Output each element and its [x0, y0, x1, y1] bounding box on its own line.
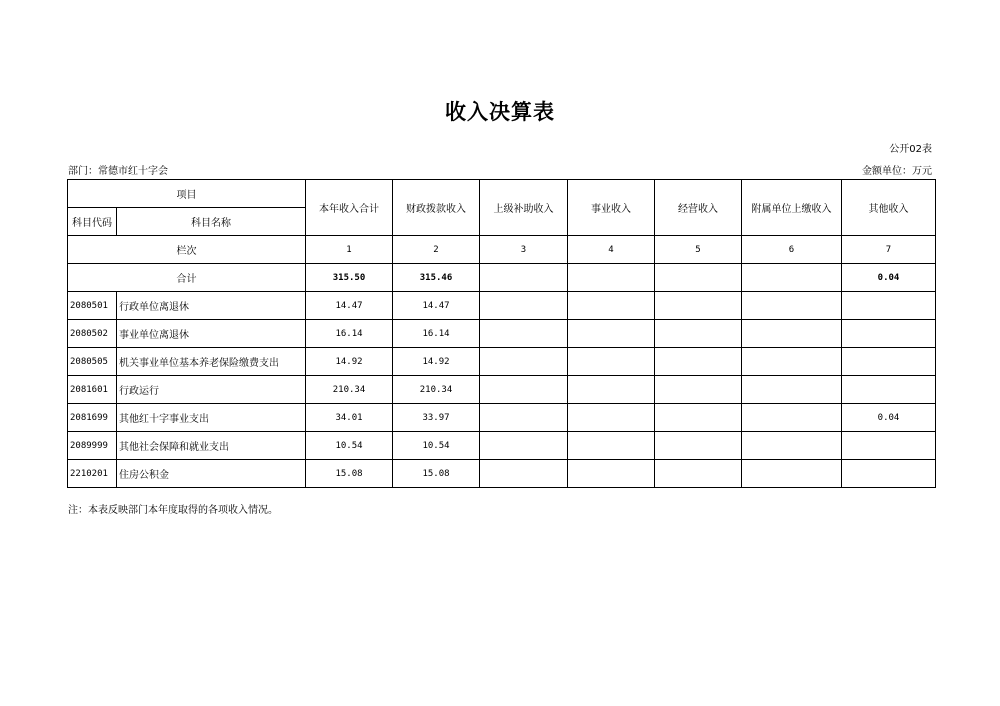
amount-cell: 14.92 — [393, 348, 480, 376]
lanci-label: 栏次 — [68, 236, 306, 264]
table-row — [68, 460, 936, 488]
amount-cell — [480, 404, 568, 432]
header-name: 科目名称 — [117, 208, 306, 236]
subject-code-cell: 2210201 — [68, 460, 117, 488]
header-col6: 附属单位上缴收入 — [742, 180, 842, 236]
total-row — [68, 264, 936, 292]
table-row — [68, 320, 936, 348]
income-table — [67, 179, 936, 488]
amount-cell — [480, 348, 568, 376]
subject-code-cell: 2089999 — [68, 432, 117, 460]
lanci-num: 1 — [306, 236, 393, 264]
lanci-num: 4 — [568, 236, 655, 264]
header-project: 项目 — [68, 180, 306, 208]
amount-cell: 210.34 — [393, 376, 480, 404]
table-note: 注：本表反映部门本年度取得的各项收入情况。 — [68, 505, 278, 516]
amount-cell — [480, 292, 568, 320]
table-row — [68, 292, 936, 320]
amount-cell — [568, 320, 655, 348]
total-value: 315.50 — [306, 264, 393, 292]
subject-name-cell: 行政运行 — [117, 376, 306, 404]
lanci-row — [68, 236, 936, 264]
amount-cell: 34.01 — [306, 404, 393, 432]
amount-cell — [655, 320, 742, 348]
amount-cell — [742, 320, 842, 348]
department-label: 部门：常德市红十字会 — [68, 166, 168, 177]
amount-cell: 14.47 — [306, 292, 393, 320]
amount-cell — [742, 348, 842, 376]
amount-cell — [742, 292, 842, 320]
lanci-num: 7 — [842, 236, 936, 264]
amount-cell — [568, 348, 655, 376]
subject-code-cell: 2080501 — [68, 292, 117, 320]
subject-name-cell: 其他红十字事业支出 — [117, 404, 306, 432]
amount-cell — [842, 292, 936, 320]
amount-cell — [568, 432, 655, 460]
header-col7: 其他收入 — [842, 180, 936, 236]
subject-name-cell: 机关事业单位基本养老保险缴费支出 — [117, 348, 306, 376]
amount-cell — [842, 348, 936, 376]
subject-name-cell: 住房公积金 — [117, 460, 306, 488]
total-value: 315.46 — [393, 264, 480, 292]
amount-cell — [842, 376, 936, 404]
subject-name-cell: 其他社会保障和就业支出 — [117, 432, 306, 460]
table-row — [68, 432, 936, 460]
amount-cell: 14.47 — [393, 292, 480, 320]
amount-cell — [655, 292, 742, 320]
amount-cell — [742, 376, 842, 404]
header-col5: 经营收入 — [655, 180, 742, 236]
amount-cell — [655, 460, 742, 488]
table-row — [68, 376, 936, 404]
form-number: 公开02表 — [889, 144, 932, 155]
table-row — [68, 348, 936, 376]
subject-code-cell: 2080502 — [68, 320, 117, 348]
amount-cell — [842, 432, 936, 460]
subject-code-cell: 2081699 — [68, 404, 117, 432]
amount-cell — [842, 320, 936, 348]
amount-cell — [742, 432, 842, 460]
amount-cell: 10.54 — [306, 432, 393, 460]
lanci-num: 6 — [742, 236, 842, 264]
amount-cell — [568, 460, 655, 488]
amount-cell — [480, 432, 568, 460]
amount-cell: 16.14 — [306, 320, 393, 348]
amount-cell — [655, 376, 742, 404]
amount-cell — [655, 404, 742, 432]
amount-cell — [655, 432, 742, 460]
amount-cell — [480, 320, 568, 348]
subject-code-cell: 2080505 — [68, 348, 117, 376]
header-col2: 财政拨款收入 — [393, 180, 480, 236]
amount-cell — [568, 404, 655, 432]
subject-code-cell: 2081601 — [68, 376, 117, 404]
amount-cell: 16.14 — [393, 320, 480, 348]
header-col4: 事业收入 — [568, 180, 655, 236]
amount-cell — [480, 376, 568, 404]
amount-cell — [655, 348, 742, 376]
subject-name-cell: 行政单位离退休 — [117, 292, 306, 320]
amount-cell — [568, 292, 655, 320]
amount-cell: 14.92 — [306, 348, 393, 376]
amount-cell — [742, 404, 842, 432]
total-value — [655, 264, 742, 292]
amount-cell — [842, 460, 936, 488]
amount-cell: 0.04 — [842, 404, 936, 432]
lanci-num: 2 — [393, 236, 480, 264]
table-row — [68, 404, 936, 432]
subject-name-cell: 事业单位离退休 — [117, 320, 306, 348]
amount-cell: 210.34 — [306, 376, 393, 404]
lanci-num: 5 — [655, 236, 742, 264]
amount-cell: 15.08 — [393, 460, 480, 488]
total-value: 0.04 — [842, 264, 936, 292]
lanci-num: 3 — [480, 236, 568, 264]
header-col1: 本年收入合计 — [306, 180, 393, 236]
total-value — [568, 264, 655, 292]
total-value — [480, 264, 568, 292]
total-value — [742, 264, 842, 292]
amount-cell: 15.08 — [306, 460, 393, 488]
amount-cell: 10.54 — [393, 432, 480, 460]
page-title: 收入决算表 — [445, 100, 555, 124]
header-col3: 上级补助收入 — [480, 180, 568, 236]
amount-unit-label: 金额单位：万元 — [862, 166, 932, 177]
amount-cell — [568, 376, 655, 404]
amount-cell: 33.97 — [393, 404, 480, 432]
header-code: 科目代码 — [68, 208, 117, 236]
total-label: 合计 — [68, 264, 306, 292]
amount-cell — [742, 460, 842, 488]
amount-cell — [480, 460, 568, 488]
